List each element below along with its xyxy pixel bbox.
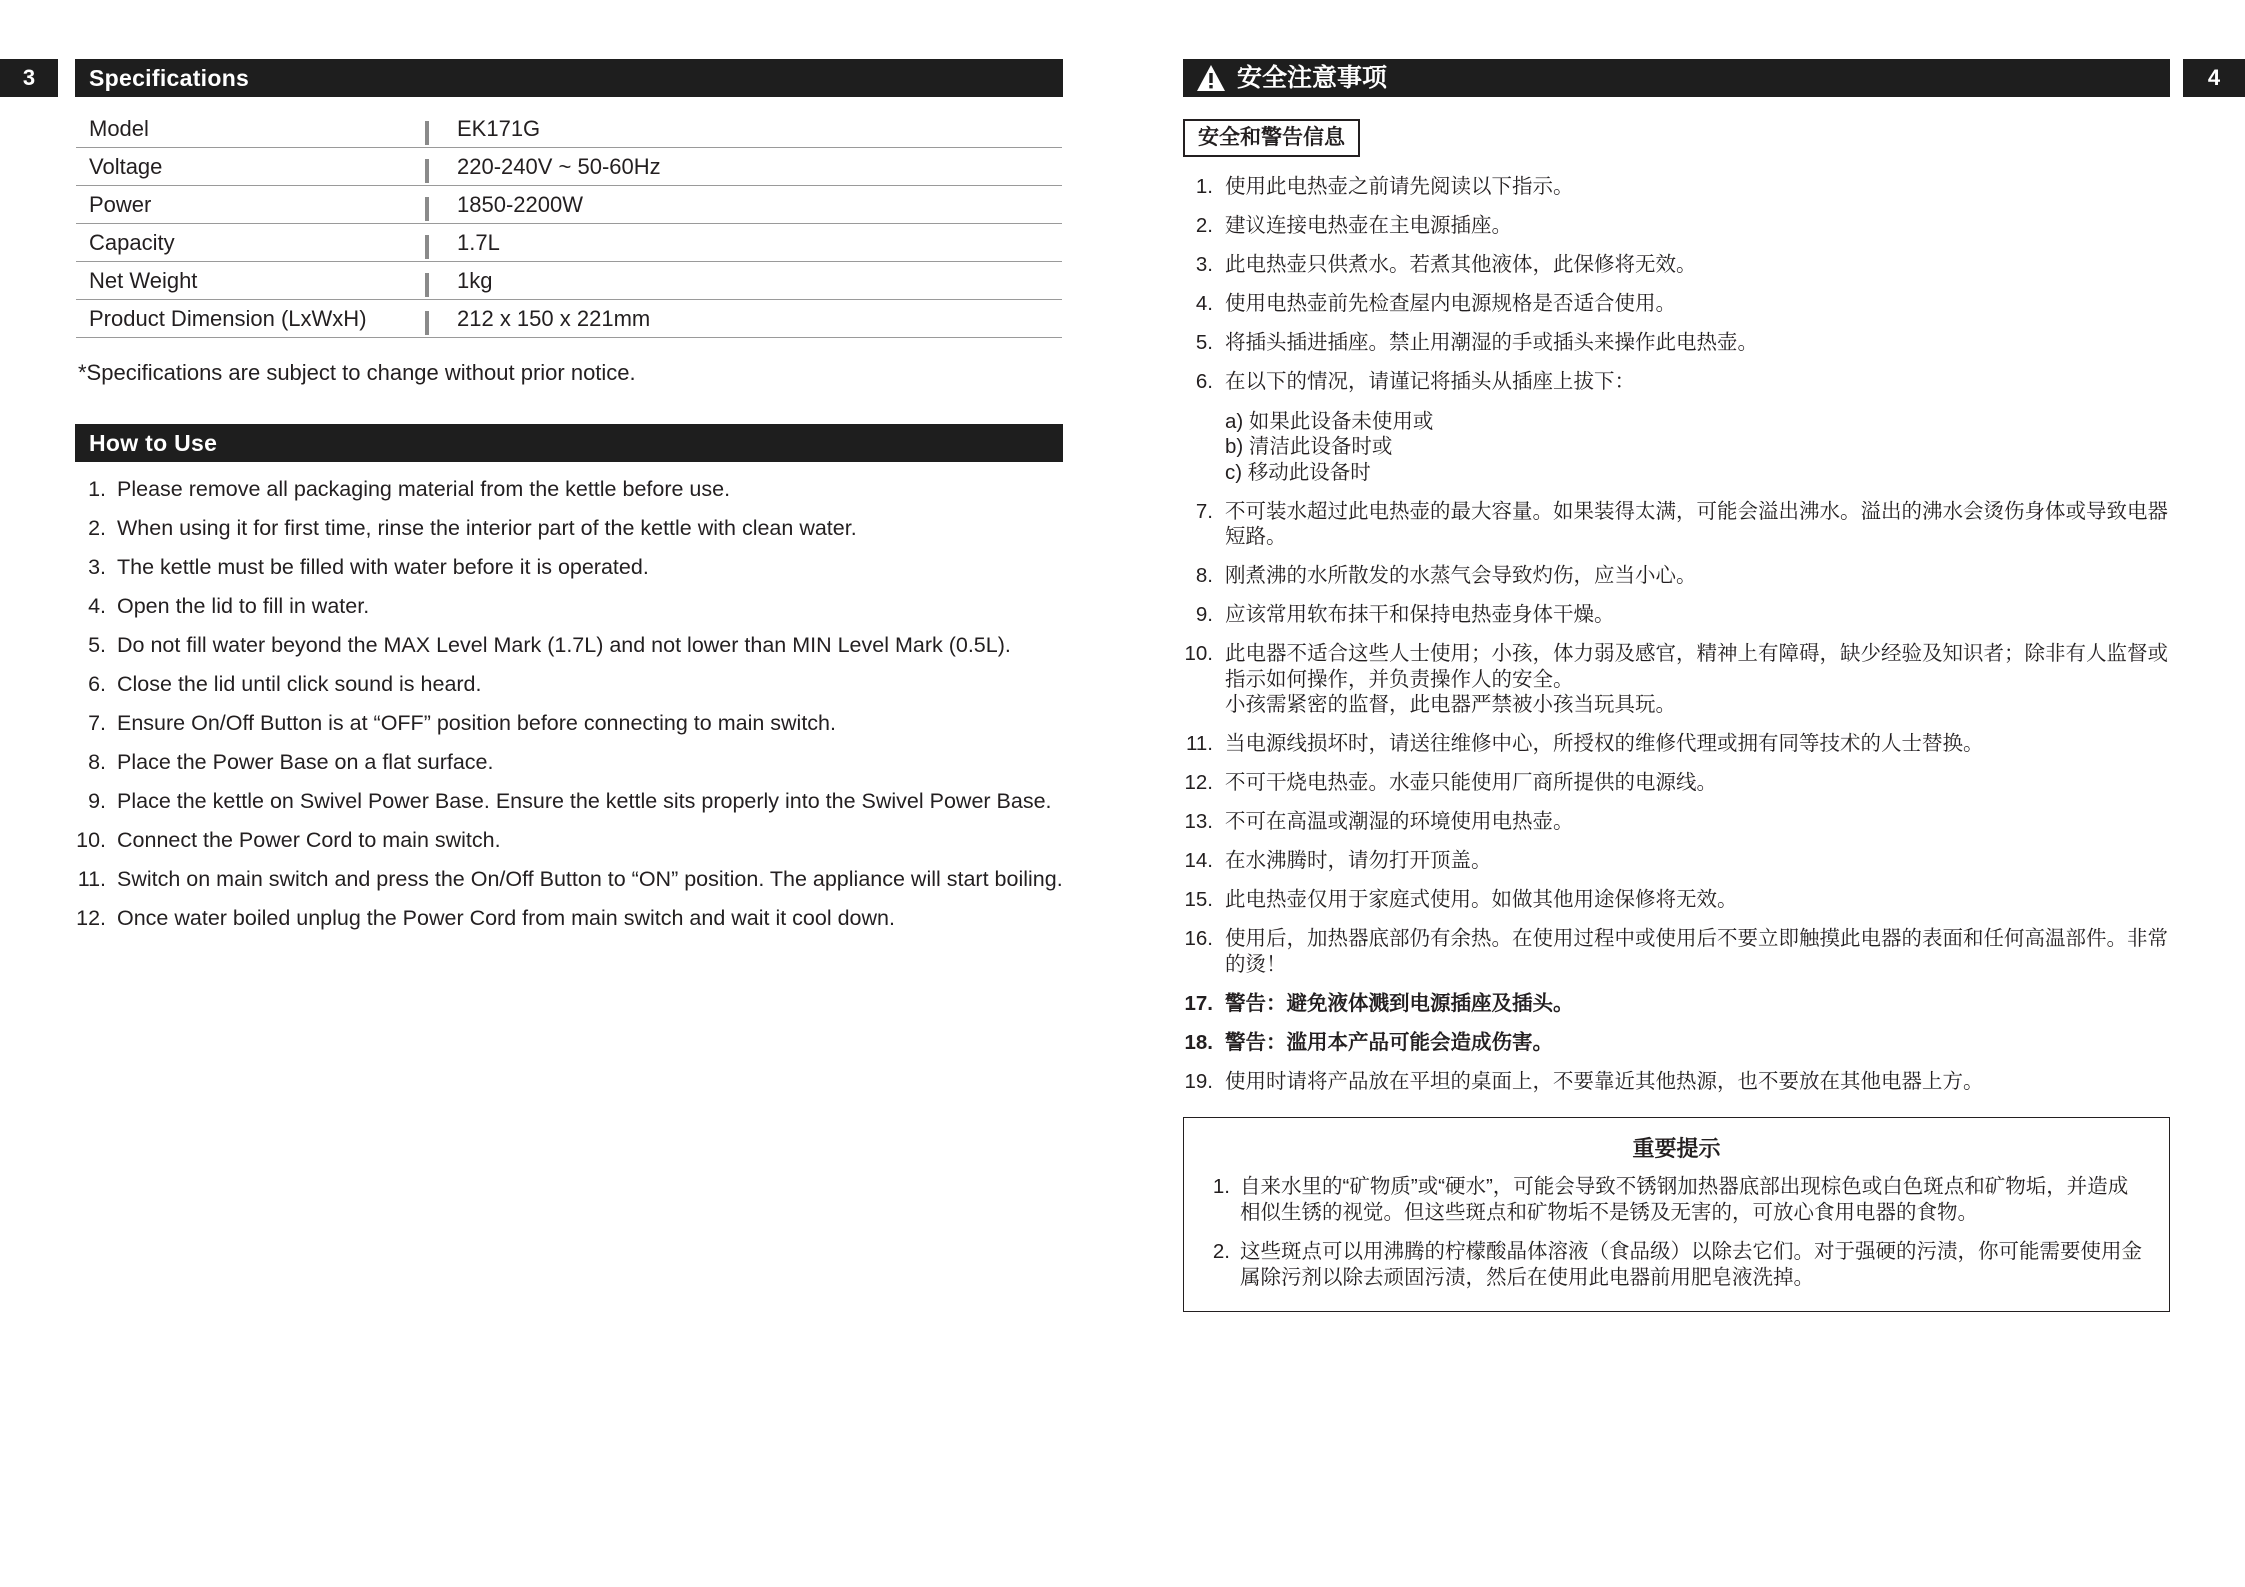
step-text: Switch on main switch and press the On/Off Button to “ON” position. The appliance will start boiling. (117, 867, 1063, 891)
step-number: 3. (88, 555, 106, 579)
step-text: Place the kettle on Swivel Power Base. Ensure the kettle sits properly into the Swivel Power Base. (117, 789, 1052, 813)
spec-row (76, 186, 1062, 224)
step-item (76, 710, 1066, 736)
step-item (76, 866, 1066, 892)
safety-subtitle: 安全和警告信息 (1183, 119, 1360, 157)
safety-item-number: 5. (1195, 331, 1213, 354)
step-text: When using it for first time, rinse the interior part of the kettle with clean water. (117, 516, 857, 540)
spec-value: EK171G (429, 110, 1062, 148)
step-text: Please remove all packaging material from the kettle before use. (117, 477, 731, 501)
safety-item-text: 不可装水超过此电热壶的最大容量。如果装得太满，可能会溢出沸水。溢出的沸水会烫伤身体或导致电器短路。 (1225, 499, 2168, 548)
safety-item-number: 14. (1184, 849, 1213, 872)
safety-sub-list (1225, 409, 2168, 486)
step-item (76, 554, 1066, 580)
notice-title: 重要提示 (1632, 1136, 1721, 1161)
warning-triangle-icon (1196, 64, 1226, 92)
safety-item-number: 1. (1195, 175, 1213, 198)
page-number-right: 4 (2183, 59, 2245, 97)
spec-row (76, 300, 1062, 338)
safety-header (1183, 59, 2170, 97)
safety-item-text: 使用后，加热器底部仍有余热。在使用过程中或使用后不要立即触摸此电器的表面和任何高温部件。非常的烫！ (1225, 927, 2168, 976)
safety-item-text: 将插头插进插座。禁止用潮湿的手或插头来操作此电热壶。 (1225, 331, 1758, 354)
spec-row (76, 148, 1062, 186)
step-number: 2. (88, 516, 106, 540)
safety-item-number: 2. (1195, 214, 1213, 237)
step-item (76, 788, 1066, 814)
safety-item-text: 不可在高温或潮湿的环境使用电热壶。 (1225, 810, 1574, 833)
spec-row (76, 110, 1062, 148)
safety-item (1183, 330, 2168, 356)
spec-label: Capacity (76, 224, 429, 262)
spec-value: 1kg (429, 262, 1062, 300)
safety-item (1183, 1069, 2168, 1095)
how-to-use-list (76, 476, 1066, 944)
specifications-table (76, 110, 1062, 338)
step-item (76, 749, 1066, 775)
spec-value: 212 x 150 x 221mm (429, 300, 1062, 338)
safety-sub-item: b) 清洁此设备时或 (1225, 435, 1393, 458)
step-text: Place the Power Base on a flat surface. (117, 750, 494, 774)
step-item (76, 905, 1066, 931)
safety-item (1183, 991, 2168, 1017)
step-number: 5. (88, 633, 106, 657)
safety-sub-item: c) 移动此设备时 (1225, 460, 1371, 484)
safety-item-number: 6. (1195, 370, 1213, 393)
spec-label: Voltage (76, 148, 429, 186)
spec-label: Model (76, 110, 429, 148)
safety-item (1183, 291, 2168, 317)
safety-item-number: 3. (1195, 253, 1213, 276)
safety-item-number: 9. (1195, 603, 1213, 626)
safety-item (1183, 369, 2168, 485)
step-text: Connect the Power Cord to main switch. (117, 828, 501, 852)
step-item (76, 632, 1066, 658)
notice-item (1206, 1174, 2146, 1225)
safety-item-number: 13. (1184, 810, 1213, 833)
safety-item-number: 16. (1184, 927, 1213, 950)
step-number: 1. (88, 477, 106, 501)
safety-item-text: 使用时请将产品放在平坦的桌面上，不要靠近其他热源，也不要放在其他电器上方。 (1225, 1069, 1984, 1093)
safety-item-text: 在水沸腾时，请勿打开顶盖。 (1225, 849, 1492, 872)
step-number: 8. (88, 750, 106, 774)
safety-item-text-extra: 小孩需紧密的监督，此电器严禁被小孩当玩具玩。 (1225, 693, 1676, 716)
safety-item-number: 11. (1186, 732, 1213, 755)
safety-item-text: 此电热壶只供煮水。若煮其他液体，此保修将无效。 (1225, 253, 1697, 276)
safety-item-number: 18. (1184, 1030, 1213, 1054)
step-number: 9. (88, 789, 106, 813)
safety-item-number: 15. (1184, 888, 1213, 911)
safety-item-text: 不可干烧电热壶。水壶只能使用厂商所提供的电源线。 (1225, 771, 1717, 794)
safety-item (1183, 213, 2168, 239)
safety-item (1183, 887, 2168, 913)
step-item (76, 593, 1066, 619)
step-text: Ensure On/Off Button is at “OFF” position before connecting to main switch. (117, 711, 836, 735)
step-number: 11. (77, 867, 106, 891)
how-to-use-header: How to Use (75, 424, 1063, 462)
notice-list (1206, 1174, 2146, 1304)
step-text: Do not fill water beyond the MAX Level Mark (1.7L) and not lower than MIN Level Mark (0.5L). (117, 633, 1011, 657)
safety-item-text: 警告：避免液体溅到电源插座及插头。 (1225, 991, 1574, 1015)
step-item (76, 515, 1066, 541)
safety-item-text: 应该常用软布抹干和保持电热壶身体干燥。 (1225, 603, 1615, 626)
safety-item-text: 使用电热壶前先检查屋内电源规格是否适合使用。 (1225, 292, 1676, 315)
safety-item-number: 8. (1195, 564, 1213, 587)
step-item (76, 476, 1066, 502)
safety-item (1183, 252, 2168, 278)
spec-value: 1.7L (429, 224, 1062, 262)
notice-item-number: 2. (1212, 1240, 1230, 1263)
step-number: 10. (76, 828, 106, 852)
safety-item (1183, 1030, 2168, 1056)
step-number: 7. (88, 711, 106, 735)
safety-item-text: 建议连接电热壶在主电源插座。 (1225, 214, 1512, 237)
spec-row (76, 224, 1062, 262)
safety-list (1183, 174, 2168, 1108)
safety-item-text: 使用此电热壶之前请先阅读以下指示。 (1225, 175, 1574, 198)
safety-title: 安全注意事项 (1237, 64, 1388, 92)
safety-item (1183, 602, 2168, 628)
step-number: 4. (88, 594, 106, 618)
safety-item (1183, 731, 2168, 757)
safety-item-text: 当电源线损坏时，请送往维修中心，所授权的维修代理或拥有同等技术的人士替换。 (1225, 732, 1984, 755)
notice-item-text: 这些斑点可以用沸腾的柠檬酸晶体溶液（食品级）以除去它们。对于强硬的污渍，你可能需要使用金属除污剂以除去顽固污渍，然后在使用此电器前用肥皂液洗掉。 (1240, 1240, 2142, 1289)
spec-label: Product Dimension (LxWxH) (76, 300, 429, 338)
safety-item-number: 7. (1195, 499, 1213, 523)
step-number: 6. (88, 672, 106, 696)
safety-item-text: 警告：滥用本产品可能会造成伤害。 (1225, 1030, 1553, 1054)
step-text: Close the lid until click sound is heard. (117, 672, 482, 696)
safety-item-number: 4. (1195, 292, 1213, 315)
safety-item-text: 此电器不适合这些人士使用；小孩，体力弱及感官，精神上有障碍，缺少经验及知识者；除非有人监督或指示如何操作，并负责操作人的安全。 (1225, 642, 2168, 691)
safety-item-number: 10. (1184, 642, 1213, 665)
safety-item-text: 刚煮沸的水所散发的水蒸气会导致灼伤，应当小心。 (1225, 564, 1697, 587)
safety-item (1183, 563, 2168, 589)
step-item (76, 671, 1066, 697)
spec-row (76, 262, 1062, 300)
notice-item-text: 自来水里的“矿物质”或“硬水”，可能会导致不锈钢加热器底部出现棕色或白色斑点和矿物垢，并造成相似生锈的视觉。但这些斑点和矿物垢不是锈及无害的，可放心食用电器的食物。 (1240, 1175, 2129, 1224)
safety-item (1183, 641, 2168, 718)
safety-item (1183, 809, 2168, 835)
safety-item-text: 此电热壶仅用于家庭式使用。如做其他用途保修将无效。 (1225, 888, 1738, 911)
safety-item (1183, 926, 2168, 977)
notice-item-number: 1. (1212, 1175, 1230, 1198)
safety-item-text: 在以下的情况，请谨记将插头从插座上拔下： (1225, 370, 1635, 393)
safety-item (1183, 499, 2168, 550)
notice-item (1206, 1239, 2146, 1290)
safety-item (1183, 770, 2168, 796)
spec-label: Net Weight (76, 262, 429, 300)
step-text: Once water boiled unplug the Power Cord from main switch and wait it cool down. (117, 906, 895, 930)
safety-sub-item: a) 如果此设备未使用或 (1225, 409, 1434, 433)
step-number: 12. (76, 906, 106, 930)
step-text: Open the lid to fill in water. (117, 594, 370, 618)
specifications-header: Specifications (75, 59, 1063, 97)
specifications-note: *Specifications are subject to change without prior notice. (78, 360, 636, 385)
spec-value: 1850-2200W (429, 186, 1062, 224)
step-text: The kettle must be filled with water before it is operated. (117, 555, 649, 579)
step-item (76, 827, 1066, 853)
safety-item (1183, 848, 2168, 874)
safety-item (1183, 174, 2168, 200)
spec-label: Power (76, 186, 429, 224)
safety-item-number: 17. (1184, 991, 1213, 1015)
page-number-left: 3 (0, 59, 58, 97)
safety-item-number: 19. (1184, 1069, 1213, 1093)
spec-value: 220-240V ~ 50-60Hz (429, 148, 1062, 186)
important-notice-box (1183, 1117, 2170, 1312)
safety-item-number: 12. (1184, 771, 1213, 794)
